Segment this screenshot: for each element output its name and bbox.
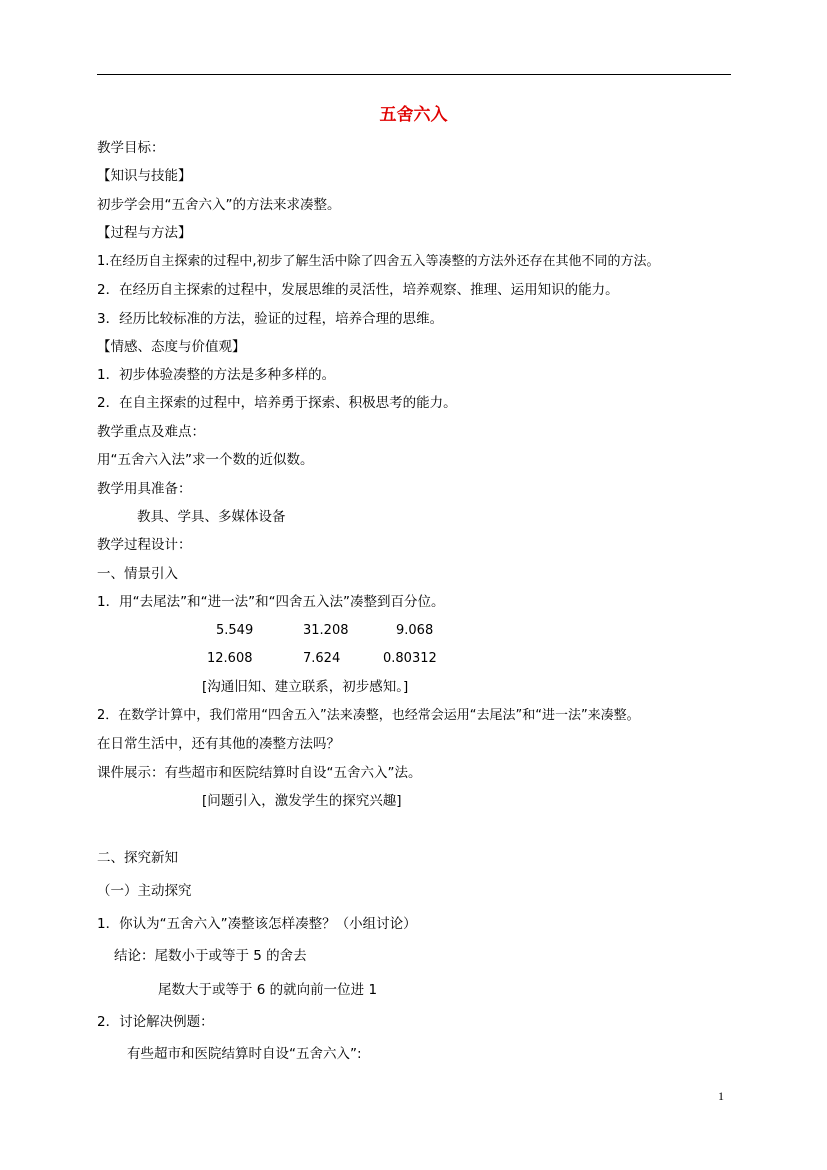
knowledge-skills-heading: 【知识与技能】 bbox=[97, 168, 192, 184]
section-1-question-2a: 2．在数学计算中，我们常用“四舍五入”法来凑整，也经常会运用“去尾法”和“进一法”来凑整。 bbox=[97, 708, 640, 723]
number-value: 5.549 bbox=[216, 623, 254, 638]
explore-question-2: 2．讨论解决例题： bbox=[97, 1014, 214, 1030]
number-value: 0.80312 bbox=[383, 651, 437, 666]
section-1-question-1: 1．用“去尾法”和“进一法”和“四舍五入法”凑整到百分位。 bbox=[97, 594, 445, 610]
header-rule bbox=[97, 74, 731, 75]
conclusion-line-1: 结论：尾数小于或等于 5 的舍去 bbox=[114, 948, 307, 964]
section-2-heading: 二、探究新知 bbox=[97, 850, 178, 866]
section-1-note: [沟通旧知、建立联系，初步感知。] bbox=[202, 679, 409, 695]
emotion-item-1: 1．初步体验凑整的方法是多种多样的。 bbox=[97, 367, 336, 383]
page-number: 1 bbox=[718, 1089, 724, 1103]
tools-heading: 教学用具准备： bbox=[97, 481, 192, 497]
document-title: 五舍六入 bbox=[379, 105, 448, 125]
process-item-3: 3．经历比较标准的方法，验证的过程，培养合理的思维。 bbox=[97, 311, 444, 327]
process-item-2: 2．在经历自主探索的过程中，发展思维的灵活性，培养观察、推理、运用知识的能力。 bbox=[97, 282, 619, 298]
section-1-question-2b: 在日常生活中，还有其他的凑整方法吗？ bbox=[97, 736, 340, 752]
knowledge-item-1: 初步学会用“五舍六入”的方法来求凑整。 bbox=[97, 197, 341, 213]
key-points-heading: 教学重点及难点： bbox=[97, 424, 205, 440]
process-item-1: 1.在经历自主探索的过程中,初步了解生活中除了四舍五入等凑整的方法外还存在其他不同的方法。 bbox=[97, 254, 660, 269]
process-design-heading: 教学过程设计： bbox=[97, 537, 192, 553]
number-value: 7.624 bbox=[303, 651, 341, 666]
process-method-heading: 【过程与方法】 bbox=[97, 225, 192, 241]
emotion-heading: 【情感、态度与价值观】 bbox=[97, 339, 246, 355]
explore-question-2-text: 有些超市和医院结算时自设“五舍六入”: bbox=[127, 1046, 362, 1062]
courseware-display: 课件展示：有些超市和医院结算时自设“五舍六入”法。 bbox=[97, 765, 422, 781]
courseware-note: [问题引入，激发学生的探究兴趣] bbox=[202, 793, 402, 809]
emotion-item-2: 2．在自主探索的过程中，培养勇于探索、积极思考的能力。 bbox=[97, 395, 457, 411]
number-value: 9.068 bbox=[396, 623, 434, 638]
subsection-1-heading: （一）主动探究 bbox=[97, 883, 192, 899]
explore-question-1: 1．你认为“五舍六入”凑整该怎样凑整？（小组讨论） bbox=[97, 916, 417, 932]
conclusion-line-2: 尾数大于或等于 6 的就向前一位进 1 bbox=[158, 982, 378, 998]
number-value: 31.208 bbox=[303, 623, 349, 638]
key-points-item-1: 用“五舍六入法”求一个数的近似数。 bbox=[97, 452, 314, 468]
teaching-goals-heading: 教学目标： bbox=[97, 140, 165, 156]
number-value: 12.608 bbox=[207, 651, 253, 666]
tools-item-1: 教具、学具、多媒体设备 bbox=[137, 509, 286, 525]
section-1-heading: 一、情景引入 bbox=[97, 566, 178, 582]
